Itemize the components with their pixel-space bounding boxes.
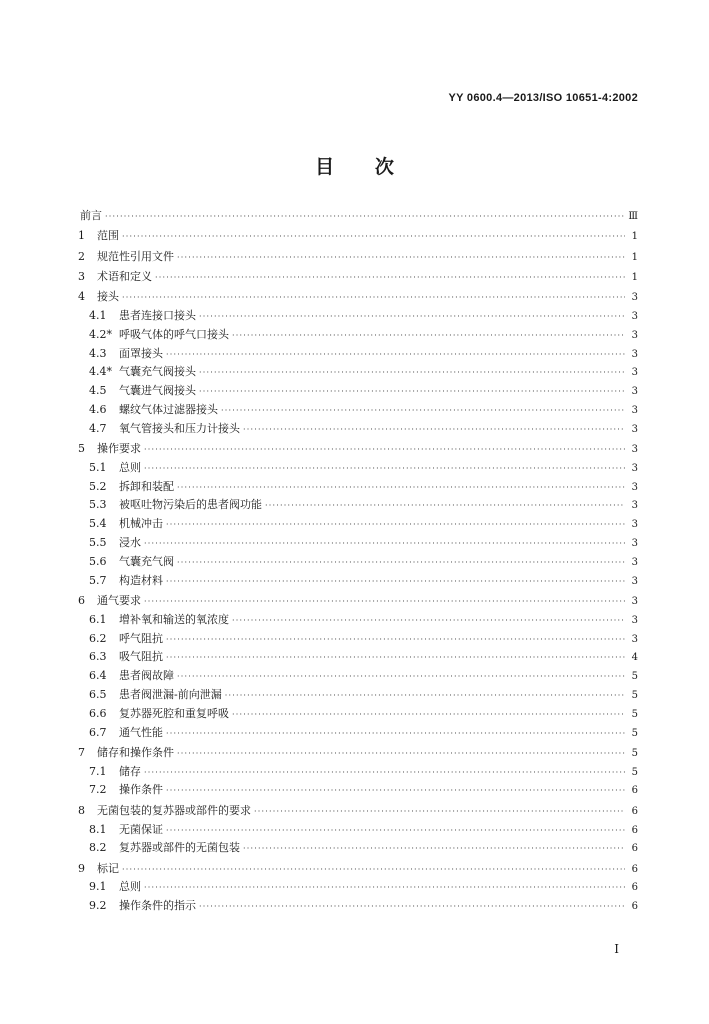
toc-entry-page: 3 <box>631 348 638 360</box>
dot-leader <box>144 593 625 612</box>
toc-entry-page: 3 <box>631 367 638 379</box>
toc-entry[interactable] <box>78 248 638 267</box>
dot-leader <box>122 861 625 880</box>
toc-entry-number: 7.2 <box>89 783 107 797</box>
toc-entry[interactable] <box>78 572 638 591</box>
toc-entry[interactable] <box>78 724 638 743</box>
toc-entry[interactable] <box>78 648 638 667</box>
toc-entry[interactable] <box>78 897 638 916</box>
toc-entry-page: 3 <box>631 310 638 322</box>
dot-leader <box>199 308 625 327</box>
toc-entry-label: 总则 <box>119 460 141 474</box>
toc-entry-number: 6.6 <box>89 706 107 720</box>
dot-leader <box>144 764 625 783</box>
toc-entry-page: 1 <box>631 251 638 263</box>
toc-entry[interactable] <box>78 878 638 897</box>
toc-entry-label: 通气性能 <box>119 725 163 739</box>
dot-leader <box>122 289 625 308</box>
toc-entry-label: 术语和定义 <box>97 269 152 283</box>
toc-entry-label: 增补氧和输送的氧浓度 <box>119 612 229 626</box>
toc-entry-number: 5 <box>78 442 85 456</box>
toc-entry-label: 气囊充气阀接头 <box>119 365 196 379</box>
toc-entry-page: 3 <box>631 292 638 304</box>
toc-entry-page: 3 <box>631 444 638 456</box>
toc-entry-page: 3 <box>631 614 638 626</box>
toc-entry-label: 面罩接头 <box>119 346 163 360</box>
toc-entry-page: 3 <box>631 538 638 550</box>
toc-entry[interactable] <box>78 307 638 326</box>
toc-entry[interactable] <box>78 744 638 763</box>
toc-entry-page: 6 <box>631 863 638 875</box>
dot-leader <box>155 269 625 288</box>
toc-entry-page: 5 <box>631 727 638 739</box>
dot-leader <box>144 535 625 554</box>
toc-entry-number: 7 <box>78 745 85 759</box>
dot-leader <box>243 840 625 859</box>
dot-leader <box>232 612 625 631</box>
dot-leader <box>232 327 625 346</box>
toc-entry-page: 1 <box>631 271 638 283</box>
toc-entry-number: 4.6 <box>89 402 107 416</box>
toc-entry-page: 3 <box>631 595 638 607</box>
table-of-contents <box>78 207 638 916</box>
toc-entry-label: 前言 <box>80 209 102 222</box>
toc-entry[interactable] <box>78 440 638 459</box>
toc-entry[interactable] <box>78 420 638 439</box>
toc-entry-number: 9 <box>78 861 85 875</box>
toc-entry-number: 8.2 <box>89 841 107 855</box>
toc-entry-page: 3 <box>631 633 638 645</box>
dot-leader <box>144 441 625 460</box>
toc-entry-number: 5.2 <box>89 479 107 493</box>
title-char-right: 次 <box>374 156 394 178</box>
toc-entry-number: 3 <box>78 269 85 283</box>
toc-entry-label: 无菌包装的复苏器或部件的要求 <box>97 803 251 817</box>
toc-entry-page: 3 <box>631 423 638 435</box>
toc-entry-page: 6 <box>631 805 638 817</box>
toc-entry[interactable] <box>78 288 638 307</box>
toc-entry-label: 呼气阻抗 <box>119 631 163 645</box>
toc-entry-page: 6 <box>631 843 638 855</box>
toc-entry[interactable] <box>78 227 638 246</box>
toc-entry-label: 患者阀故障 <box>119 669 174 683</box>
toc-entry-number: 8 <box>78 803 85 817</box>
toc-entry[interactable] <box>78 326 638 345</box>
toc-entry-label: 接头 <box>97 290 119 304</box>
dot-leader <box>105 208 625 227</box>
toc-entry-label: 总则 <box>119 880 141 894</box>
toc-entry-label: 范围 <box>97 229 119 243</box>
toc-entry[interactable] <box>78 611 638 630</box>
toc-entry-label: 拆卸和装配 <box>119 479 174 493</box>
toc-entry-number: 5.4 <box>89 517 107 531</box>
dot-leader <box>265 497 625 516</box>
page-number: I <box>614 942 619 956</box>
toc-entry-number: 8.1 <box>89 822 107 836</box>
toc-entry-number: 4.1 <box>89 308 107 322</box>
toc-entry-number: 5.3 <box>89 498 107 512</box>
toc-entry-number: 4.4* <box>89 365 112 379</box>
toc-entry[interactable] <box>78 705 638 724</box>
toc-entry-label: 操作条件的指示 <box>119 899 196 913</box>
toc-entry-number: 6.7 <box>89 725 107 739</box>
toc-entry-page: 4 <box>631 652 638 664</box>
dot-leader <box>166 516 625 535</box>
toc-entry-number: 9.2 <box>89 899 107 913</box>
toc-entry-label: 复苏器死腔和重复呼吸 <box>119 706 229 720</box>
toc-entry-label: 标记 <box>97 861 119 875</box>
toc-entry-label: 储存 <box>119 764 141 778</box>
toc-entry-number: 4.3 <box>89 346 107 360</box>
dot-leader <box>225 687 625 706</box>
toc-entry-page: 5 <box>631 708 638 720</box>
toc-entry-number: 2 <box>78 249 85 263</box>
toc-entry-number: 6 <box>78 593 85 607</box>
dot-leader <box>221 402 625 421</box>
dot-leader <box>122 228 625 247</box>
toc-entry-page: 6 <box>631 882 638 894</box>
toc-entry[interactable] <box>78 763 638 782</box>
toc-entry[interactable] <box>78 345 638 364</box>
toc-entry[interactable] <box>78 478 638 497</box>
dot-leader <box>243 421 625 440</box>
toc-entry[interactable] <box>78 667 638 686</box>
toc-entry-page: 6 <box>631 785 638 797</box>
dot-leader <box>177 745 625 764</box>
dot-leader <box>177 668 625 687</box>
toc-entry-page: 3 <box>631 404 638 416</box>
toc-entry-page: 6 <box>631 901 638 913</box>
toc-entry[interactable] <box>78 401 638 420</box>
dot-leader <box>166 782 625 801</box>
toc-entry-label: 操作条件 <box>119 783 163 797</box>
toc-entry[interactable] <box>78 496 638 515</box>
toc-entry-page: 3 <box>631 519 638 531</box>
toc-entry[interactable] <box>78 207 638 226</box>
dot-leader <box>254 803 625 822</box>
toc-entry-label: 气囊充气阀 <box>119 554 174 568</box>
toc-entry-page: 6 <box>631 824 638 836</box>
toc-entry-number: 6.3 <box>89 650 107 664</box>
toc-entry-page: 1 <box>631 231 638 243</box>
dot-leader <box>166 631 625 650</box>
toc-entry[interactable] <box>78 268 638 287</box>
toc-entry[interactable] <box>78 630 638 649</box>
toc-entry[interactable] <box>78 686 638 705</box>
toc-entry-label: 通气要求 <box>97 593 141 607</box>
toc-entry[interactable] <box>78 839 638 858</box>
toc-entry[interactable] <box>78 515 638 534</box>
toc-entry-number: 5.5 <box>89 536 107 550</box>
toc-entry-number: 7.1 <box>89 764 107 778</box>
toc-entry-label: 氧气管接头和压力计接头 <box>119 421 240 435</box>
toc-entry-page: Ⅲ <box>628 211 638 222</box>
dot-leader <box>177 249 625 268</box>
toc-entry-number: 5.1 <box>89 460 107 474</box>
dot-leader <box>199 898 625 917</box>
toc-entry-page: 5 <box>631 689 638 701</box>
toc-entry-number: 5.6 <box>89 554 107 568</box>
dot-leader <box>199 364 625 383</box>
toc-entry-page: 5 <box>631 747 638 759</box>
toc-entry-number: 6.1 <box>89 612 107 626</box>
toc-entry[interactable] <box>78 534 638 553</box>
dot-leader <box>177 479 625 498</box>
toc-entry-page: 3 <box>631 556 638 568</box>
toc-entry-page: 3 <box>631 329 638 341</box>
toc-entry-number: 6.2 <box>89 631 107 645</box>
toc-entry-label: 机械冲击 <box>119 517 163 531</box>
page-title <box>0 152 709 179</box>
toc-entry[interactable] <box>78 592 638 611</box>
toc-entry-page: 3 <box>631 386 638 398</box>
toc-entry-number: 5.7 <box>89 573 107 587</box>
toc-entry-label: 螺纹气体过滤器接头 <box>119 402 218 416</box>
toc-entry-label: 浸水 <box>119 536 141 550</box>
toc-entry[interactable] <box>78 821 638 840</box>
toc-entry[interactable] <box>78 802 638 821</box>
toc-entry-page: 3 <box>631 481 638 493</box>
toc-entry-page: 5 <box>631 671 638 683</box>
standard-number-header: YY 0600.4—2013/ISO 10651-4:2002 <box>448 92 638 104</box>
toc-entry-label: 复苏器或部件的无菌包装 <box>119 841 240 855</box>
toc-entry-label: 吸气阻抗 <box>119 650 163 664</box>
dot-leader <box>177 554 625 573</box>
toc-entry-label: 无菌保证 <box>119 822 163 836</box>
dot-leader <box>166 822 625 841</box>
dot-leader <box>166 573 625 592</box>
toc-entry[interactable] <box>78 382 638 401</box>
toc-entry[interactable] <box>78 363 638 382</box>
toc-entry-number: 6.5 <box>89 687 107 701</box>
toc-entry-number: 9.1 <box>89 880 107 894</box>
dot-leader <box>144 460 625 479</box>
title-char-left: 目 <box>315 156 335 178</box>
dot-leader <box>166 649 625 668</box>
toc-entry-page: 3 <box>631 462 638 474</box>
toc-entry[interactable] <box>78 459 638 478</box>
toc-entry-label: 患者连接口接头 <box>119 308 196 322</box>
toc-entry[interactable] <box>78 781 638 800</box>
toc-entry-label: 被呕吐物污染后的患者阀功能 <box>119 498 262 512</box>
toc-entry-label: 规范性引用文件 <box>97 249 174 263</box>
toc-entry-label: 构造材料 <box>119 573 163 587</box>
toc-entry[interactable] <box>78 553 638 572</box>
toc-entry-number: 4 <box>78 290 85 304</box>
toc-entry-number: 6.4 <box>89 669 107 683</box>
toc-entry-number: 1 <box>78 229 85 243</box>
toc-entry-page: 3 <box>631 500 638 512</box>
toc-entry-label: 患者阀泄漏-前向泄漏 <box>119 687 222 701</box>
toc-entry-page: 5 <box>631 766 638 778</box>
toc-entry-page: 3 <box>631 575 638 587</box>
toc-entry-label: 气囊进气阀接头 <box>119 384 196 398</box>
dot-leader <box>144 879 625 898</box>
toc-entry-label: 储存和操作条件 <box>97 745 174 759</box>
toc-entry-label: 呼吸气体的呼气口接头 <box>119 327 229 341</box>
toc-entry[interactable] <box>78 860 638 879</box>
toc-entry-number: 4.5 <box>89 384 107 398</box>
dot-leader <box>166 725 625 744</box>
toc-entry-number: 4.7 <box>89 421 107 435</box>
dot-leader <box>166 346 625 365</box>
toc-entry-number: 4.2* <box>89 327 112 341</box>
toc-entry-label: 操作要求 <box>97 442 141 456</box>
dot-leader <box>199 383 625 402</box>
dot-leader <box>232 706 625 725</box>
